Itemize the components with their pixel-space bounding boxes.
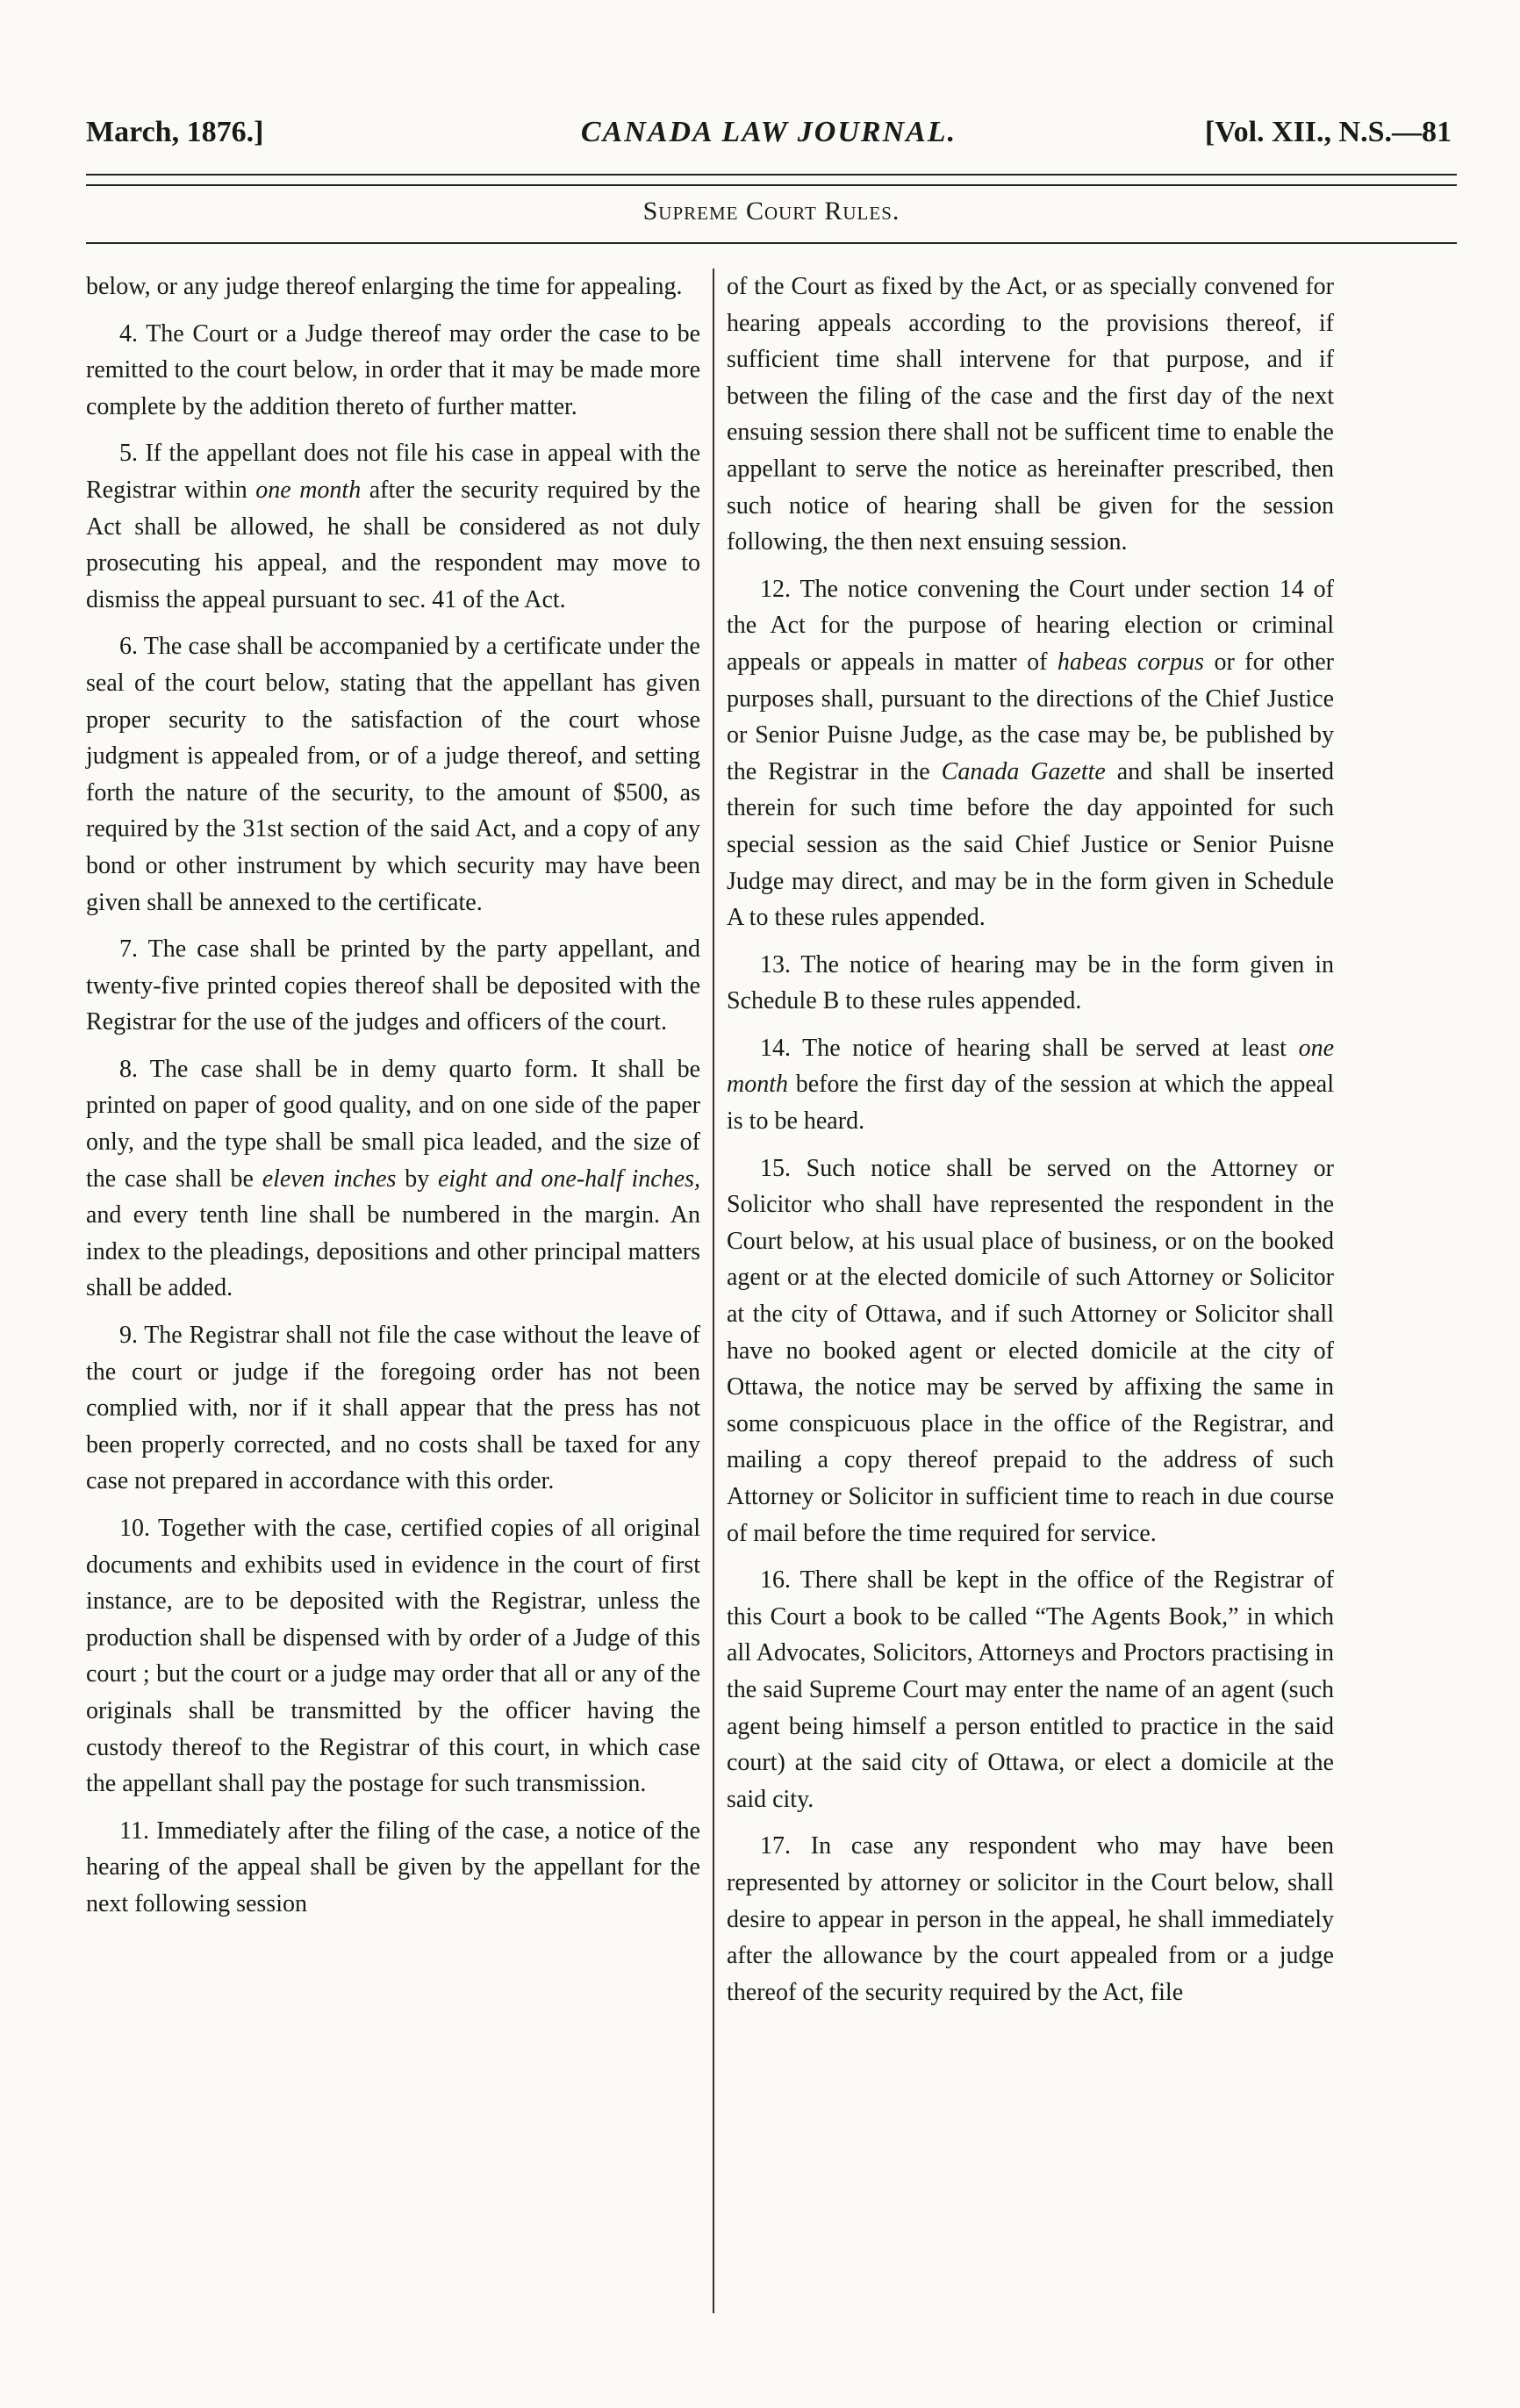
rule-11-paragraph: 11. Immediately after the filing of the case, a notice of the hearing of the appeal shall be given by the appellant for the next following session <box>86 1817 700 1917</box>
rule-16-paragraph: 16. There shall be kept in the office of the Registrar of this Court a book to be called “The Agents Book,” in which all Advocates, Solicitors, Attorneys and Proctors practising in the said Supreme Court may enter the name of an agent (such agent being himself a person entitled to practice in the said court) at the said city of Ottawa, or elect a domicile at the said city. <box>727 1566 1334 1813</box>
rule-15-paragraph: 15. Such notice shall be served on the Attorney or Solicitor who shall have represented the respondent in the Court below, at his usual place of business, or on the booked agent or at the elected domicile of such Attorney or Solicitor at the city of Ottawa, and if such Attorney or Solicitor shall have no booked agent or elected domicile at the city of Ottawa, the notice may be served by affixing the same in some conspicuous place in the office of the Registrar, and mailing a copy thereof prepaid to the address of such Attorney or Solicitor in sufficient time to reach in due course of mail before the time required for service. <box>727 1154 1334 1547</box>
left-column <box>86 269 700 1933</box>
header-journal-title: CANADA LAW JOURNAL. <box>580 116 957 148</box>
rule-13-paragraph: 13. The notice of hearing may be in the form given in Schedule B to these rules appended. <box>727 950 1334 1015</box>
column-divider <box>713 269 714 2313</box>
header-double-rule <box>86 174 1457 186</box>
rule-8-paragraph: 8. The case shall be in demy quarto form. It shall be printed on paper of good quality, and on one side of the paper only, and the type shall be small pica leaded, and the size of the case shall be eleven inches by eight and one-half inches, and every tenth line shall be numbered in the margin. An index to the pleadings, depositions and other principal matters shall be added. <box>86 1055 701 1302</box>
emphasis: habeas corpus <box>1057 648 1204 676</box>
emphasis: eight and one-half inches, <box>437 1165 701 1193</box>
emphasis: one month <box>255 476 362 504</box>
rule-7-paragraph: 7. The case shall be printed by the party appellant, and twenty-five printed copies thereof shall be deposited with the Registrar for the use of the judges and officers of the court. <box>86 935 700 1036</box>
header-volume: [Vol. XII., N.S.—81 <box>1204 116 1452 148</box>
section-title: Supreme Court Rules. <box>642 197 900 226</box>
rule-6-paragraph: 6. The case shall be accompanied by a certificate under the seal of the court below, stating that the appellant has given proper security to the satisfaction of the court whose judgment is appealed from, or of a judge thereof, and setting forth the nature of the security, to the amount of $500, as required by the 31st section of the said Act, and a copy of any bond or other instrument by which security may have been given shall be annexed to the certificate. <box>86 633 700 916</box>
rule-12-paragraph: 12. The notice convening the Court under section 14 of the Act for the purpose of hearing election or criminal appeals or appeals in matter of habeas corpus or for other purposes shall, pursuant to the directions of the Chief Justice or Senior Puisne Judge, as the case may be, be published by the Registrar in the Canada Gazette and shall be inserted therein for such time before the day appointed for such special session as the said Chief Justice or Senior Puisne Judge may direct, and may be in the form given in Schedule A to these rules appended. <box>727 575 1334 932</box>
rule-5-paragraph: 5. If the appellant does not file his case in appeal with the Registrar within one month after the security required by the Act shall be allowed, he shall be considered as not duly prosecuting his appeal, and the respondent may move to dismiss the appeal pursuant to sec. 41 of the Act. <box>86 440 700 613</box>
rule-10-paragraph: 10. Together with the case, certified copies of all original documents and exhibits used in evidence in the court of first instance, are to be deposited with the Registrar, unless the production shall be dispensed with by order of a Judge of this court ; but the court or a judge may order that all or any of the originals shall be transmitted by the officer having the custody thereof to the Registrar of this court, in which case the appellant shall pay the postage for such transmission. <box>86 1515 700 1798</box>
emphasis: eleven inches <box>262 1165 397 1193</box>
rule-14-paragraph: 14. The notice of hearing shall be served at least one month before the first day of the session at which the appeal is to be heard. <box>727 1034 1334 1136</box>
rule-4-paragraph: 4. The Court or a Judge thereof may order the case to be remitted to the court below, in order that it may be made more complete by the addition thereto of further matter. <box>86 319 700 420</box>
rule-9-paragraph: 9. The Registrar shall not file the case without the leave of the court or judge if the foregoing order has not been complied with, nor if it shall appear that the press has not been properly corrected, and no costs shall be taxed for any case not prepared in accordance with this order. <box>86 1322 700 1495</box>
emphasis: one month <box>727 1034 1334 1099</box>
rule-17-paragraph: 17. In case any respondent who may have been represented by attorney or solicitor in the Court below, shall desire to appear in person in the appeal, he shall immediately after the allowance by the court appealed from or a judge thereof of the security required by the Act, file <box>727 1832 1334 2006</box>
running-head <box>86 116 1452 160</box>
emphasis: Canada Gazette <box>941 757 1106 785</box>
header-date: March, 1876.] <box>86 116 264 148</box>
right-column <box>727 269 1334 2021</box>
section-rule <box>86 242 1457 244</box>
rule-11-continuation: of the Court as fixed by the Act, or as specially convened for hearing appeals according to the provisions thereof, if sufficient time shall intervene for that purpose, and if between the filing of the case and the first day of the next ensuing session there shall not be sufficent time to enable the appellant to serve the notice as hereinafter prescribed, then such notice of hearing shall be given for the session following, the then next ensuing session. <box>727 273 1334 556</box>
paragraph: below, or any judge thereof enlarging the time for appealing. <box>86 273 683 300</box>
